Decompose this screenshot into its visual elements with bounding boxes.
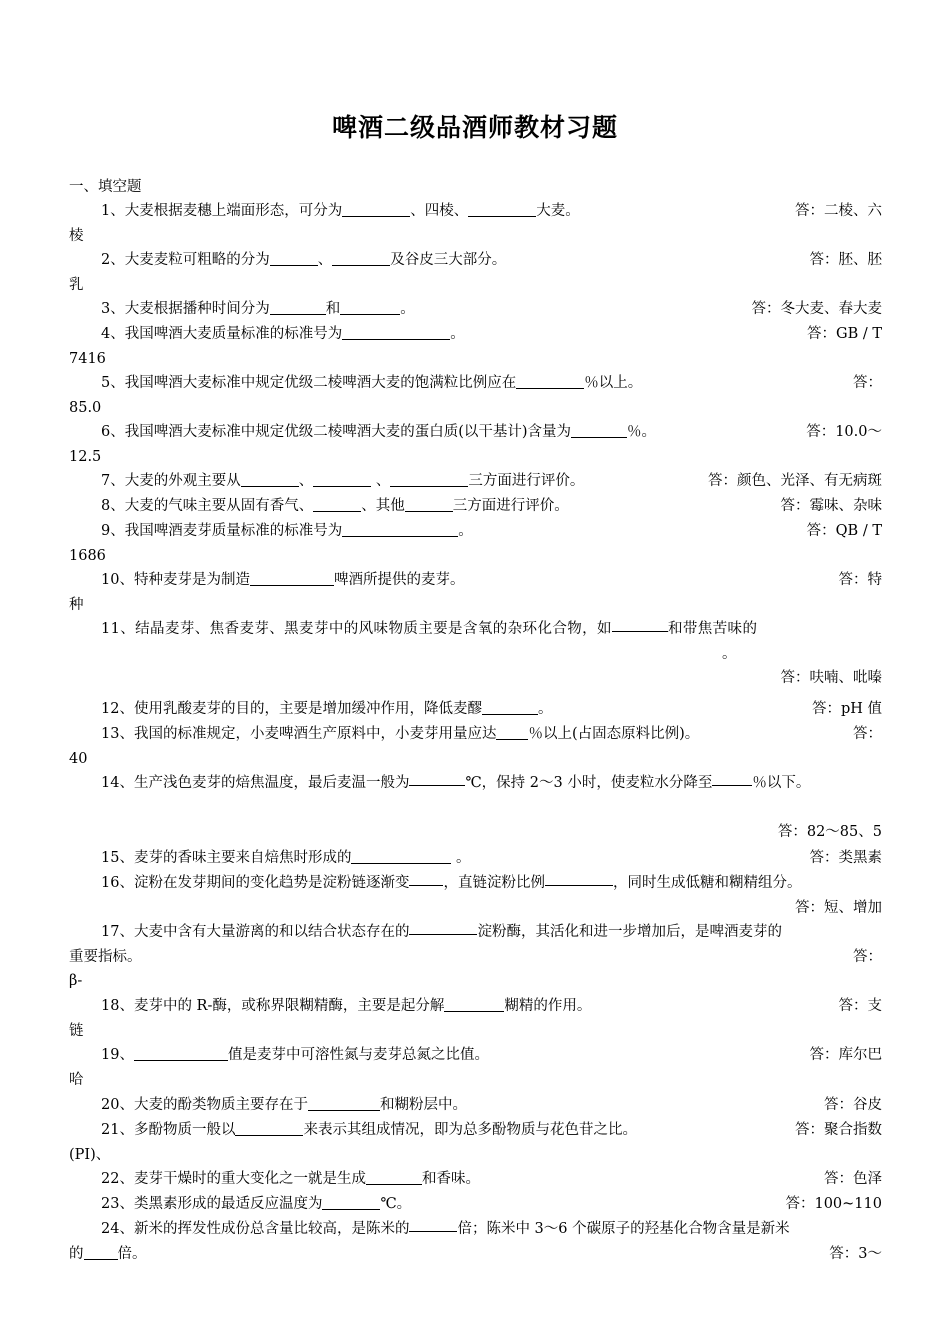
question-text-segment: 10、特种麦芽是为制造: [101, 572, 250, 588]
answer-text: 答：特: [838, 572, 882, 588]
question-text-segment: 。: [458, 523, 473, 539]
question-text-segment: 重要指标。: [69, 948, 142, 965]
answer-text: 答：GB / T: [806, 326, 882, 342]
question-22: [69, 1167, 882, 1192]
answer-text: 答：谷皮: [824, 1097, 882, 1113]
question-10: [69, 568, 882, 617]
answer-blank[interactable]: [571, 423, 627, 438]
question-19: [69, 1043, 882, 1092]
answer-blank[interactable]: [351, 849, 451, 864]
question-text-segment: 和香味。: [421, 1171, 480, 1187]
question-text-segment: 值是麦芽中可溶性氮与麦芽总氮之比值。: [227, 1047, 489, 1063]
answer-blank[interactable]: [545, 871, 613, 886]
answer-blank[interactable]: [332, 251, 390, 266]
answer-text: 答：聚合指数: [795, 1122, 882, 1138]
question-text-segment: 来表示其组成情况，即为总多酚物质与花色苷之比。: [303, 1122, 637, 1138]
question-text-segment: ，直链淀粉比例: [443, 875, 545, 891]
question-text-segment: 11、结晶麦芽、焦香麦芽、黑麦芽中的风味物质主要是含氧的杂环化合物，如: [101, 621, 612, 637]
question-text-segment: 7、大麦的外观主要从: [101, 473, 241, 489]
question-18: [69, 994, 882, 1043]
question-text-segment: 16、淀粉在发芽期间的变化趋势是淀粉链逐渐变: [101, 875, 410, 891]
section-heading: 一、填空题: [69, 179, 142, 195]
question-23: [69, 1192, 882, 1217]
question-text-segment: 。: [400, 301, 415, 317]
question-text-segment: 12、使用乳酸麦芽的目的，主要是增加缓冲作用，降低麦醪: [101, 701, 482, 717]
question-text-segment: 和糊粉层中。: [379, 1097, 467, 1113]
question-6: [69, 420, 882, 469]
question-7: [69, 469, 882, 494]
answer-blank[interactable]: [612, 617, 668, 632]
answer-text: 答：短、增加: [795, 899, 882, 916]
answer-text-continued: 7416: [69, 350, 106, 367]
question-text-segment: 的: [69, 1245, 84, 1262]
question-text: 1、大麦根据麦穗上端面形态，可分为: [101, 203, 343, 219]
question-text-segment: 24、新米的挥发性成份总含量比较高，是陈米的: [101, 1221, 410, 1237]
answer-text-continued: 哈: [69, 1071, 84, 1088]
question-text-segment: 。: [451, 850, 471, 866]
answer-text-continued: 40: [69, 750, 88, 767]
answer-text: 答：二棱、六: [795, 203, 882, 219]
question-text-segment: 。: [537, 701, 553, 717]
question-4: [69, 322, 882, 371]
answer-text: 答：10.0～: [806, 424, 882, 440]
answer-blank[interactable]: [241, 472, 299, 487]
question-24: [69, 1217, 882, 1266]
answer-text: 答：色泽: [824, 1171, 882, 1187]
question-text-segment: 、: [298, 473, 314, 489]
question-text-segment: 。: [450, 326, 465, 342]
question-text-segment: 大麦。: [536, 203, 580, 219]
answer-text: 答：100~110: [785, 1196, 882, 1212]
answer-blank[interactable]: [516, 374, 584, 389]
question-15: [69, 846, 882, 871]
question-text-segment: 及谷皮三大部分。: [390, 252, 507, 268]
question-text-segment: ％。: [627, 424, 657, 440]
question-text-segment: 三方面进行评价。: [452, 498, 569, 514]
question-text-segment: 4、我国啤酒大麦质量标准的标准号为: [101, 326, 343, 342]
question-text-segment: 3、大麦根据播种时间分为: [101, 301, 270, 317]
answer-blank[interactable]: [340, 300, 400, 315]
answer-text-continued: 12.5: [69, 448, 102, 465]
question-text-segment: ，同时生成低糖和糊精组分。: [612, 875, 802, 891]
answer-blank[interactable]: [468, 202, 536, 217]
answer-blank[interactable]: [250, 571, 334, 586]
question-text-segment: 和: [325, 301, 341, 317]
answer-text-continued: (PI)、: [69, 1146, 111, 1163]
answer-text: 答：3～: [829, 1245, 882, 1262]
question-text-segment: 22、麦芽干燥时的重大变化之一就是生成: [101, 1171, 366, 1187]
question-16: [69, 871, 882, 920]
question-text-segment: 9、我国啤酒麦芽质量标准的标准号为: [101, 523, 343, 539]
question-text-segment: 21、多酚物质一般以: [101, 1122, 236, 1138]
answer-text: 答：支: [838, 998, 882, 1014]
question-text-segment: 糊精的作用。: [504, 998, 592, 1014]
question-text-segment: 15、麦芽的香味主要来自焙焦时形成的: [101, 850, 352, 866]
answer-blank[interactable]: [308, 1096, 380, 1111]
answer-text: 答：颜色、光泽、有无病斑: [708, 473, 882, 489]
question-5: [69, 371, 882, 420]
answer-blank[interactable]: [366, 1170, 422, 1185]
question-21: [69, 1118, 882, 1167]
answer-blank[interactable]: [496, 725, 528, 740]
answer-text: 答：QB / T: [806, 523, 882, 539]
question-1: [69, 199, 882, 248]
answer-blank[interactable]: [444, 997, 504, 1012]
question-text-segment: ℃。: [380, 1196, 412, 1212]
page-title: 啤酒二级品酒师教材习题: [331, 113, 618, 142]
question-text-segment: ％以上(占固态原料比例)。: [528, 726, 700, 742]
question-text-segment: 倍；陈米中 3～6 个碳原子的羟基化合物含量是新米: [457, 1221, 790, 1237]
answer-text-continued: 棱: [69, 227, 84, 244]
question-text-segment: 20、大麦的酚类物质主要存在于: [101, 1097, 308, 1113]
question-text-segment: 和带焦苦味的: [667, 621, 758, 637]
answer-text: 答：胚、胚: [809, 252, 882, 268]
answer-blank[interactable]: [84, 1245, 118, 1260]
answer-blank[interactable]: [409, 871, 443, 886]
question-text-segment: ％以上。: [584, 375, 643, 391]
question-20: [69, 1093, 882, 1118]
question-text-segment: 、四棱、: [410, 203, 469, 219]
question-text-segment: 啤酒所提供的麦芽。: [333, 572, 465, 588]
answer-text: 答：82～85、5: [777, 824, 882, 840]
answer-text-continued: 种: [69, 596, 84, 613]
answer-blank[interactable]: [409, 771, 465, 786]
answer-blank[interactable]: [482, 700, 538, 715]
question-14: [69, 771, 882, 845]
question-text-segment: 23、类黑素形成的最适反应温度为: [101, 1196, 323, 1212]
answer-blank[interactable]: [235, 1121, 303, 1136]
question-text-segment: 14、生产浅色麦芽的焙焦温度，最后麦温一般为: [101, 775, 410, 791]
question-11: [69, 617, 882, 691]
answer-text: 答：冬大麦、春大麦: [751, 301, 882, 317]
answer-blank[interactable]: [409, 920, 477, 935]
answer-text: 答：霉味、杂味: [780, 498, 882, 514]
question-3: [69, 297, 882, 322]
answer-text: 答：: [853, 726, 882, 742]
question-text-segment: 13、我国的标准规定，小麦啤酒生产原料中，小麦芽用量应达: [101, 726, 497, 742]
question-text-segment: 、其他: [361, 498, 405, 514]
answer-blank[interactable]: [390, 472, 468, 487]
answer-blank[interactable]: [409, 1217, 457, 1232]
answer-blank[interactable]: [405, 497, 453, 512]
question-text-segment: 17、大麦中含有大量游离的和以结合状态存在的: [101, 924, 410, 940]
question-text-segment: 19、: [101, 1047, 134, 1063]
question-text-segment: ℃，保持 2～3 小时，使麦粒水分降至: [465, 775, 713, 791]
answer-blank[interactable]: [270, 300, 326, 315]
answer-blank[interactable]: [313, 472, 371, 487]
answer-text: 答：: [853, 948, 882, 965]
answer-text-continued: 乳: [69, 276, 84, 293]
question-2: [69, 248, 882, 297]
question-text-segment: ％以下。: [752, 775, 811, 791]
question-text-segment: 、: [371, 473, 391, 489]
answer-text-continued: 链: [69, 1022, 84, 1039]
question-text-segment: 8、大麦的气味主要从固有香气、: [101, 498, 314, 514]
question-text-segment: 三方面进行评价。: [468, 473, 585, 489]
answer-blank[interactable]: [342, 202, 410, 217]
question-text-segment: 6、我国啤酒大麦标准中规定优级二棱啤酒大麦的蛋白质(以干基计)含量为: [101, 424, 572, 440]
answer-text: 答：: [853, 375, 882, 391]
question-8: [69, 494, 882, 519]
question-9: [69, 519, 882, 568]
question-text-segment: 倍。: [117, 1245, 147, 1262]
answer-text-continued: 1686: [69, 547, 106, 564]
answer-text: 答：类黑素: [809, 850, 882, 866]
answer-text-continued: β-: [69, 973, 83, 989]
answer-blank[interactable]: [342, 325, 450, 340]
question-text-segment: 淀粉酶，其活化和进一步增加后，是啤酒麦芽的: [477, 924, 782, 940]
answer-text: 答：库尔巴: [809, 1047, 882, 1063]
question-text-segment: 5、我国啤酒大麦标准中规定优级二棱啤酒大麦的饱满粒比例应在: [101, 375, 517, 391]
question-text-segment: 。: [722, 645, 737, 662]
answer-blank[interactable]: [712, 771, 752, 786]
question-text-segment: 、: [317, 252, 333, 268]
answer-blank[interactable]: [342, 522, 458, 537]
question-text-segment: 18、麦芽中的 R-酶，或称界限糊精酶，主要是起分解: [101, 998, 445, 1014]
answer-blank[interactable]: [134, 1046, 228, 1061]
question-13: [69, 722, 882, 771]
answer-blank[interactable]: [322, 1195, 380, 1210]
answer-blank[interactable]: [270, 251, 318, 266]
question-17: [69, 920, 882, 994]
answer-text-continued: 85.0: [69, 399, 102, 416]
answer-text: 答：pH 值: [811, 701, 882, 717]
question-text-segment: 2、大麦麦粒可粗略的分为: [101, 252, 270, 268]
question-12: [69, 697, 882, 722]
answer-text: 答：呋喃、吡嗪: [780, 670, 882, 686]
answer-blank[interactable]: [313, 497, 361, 512]
